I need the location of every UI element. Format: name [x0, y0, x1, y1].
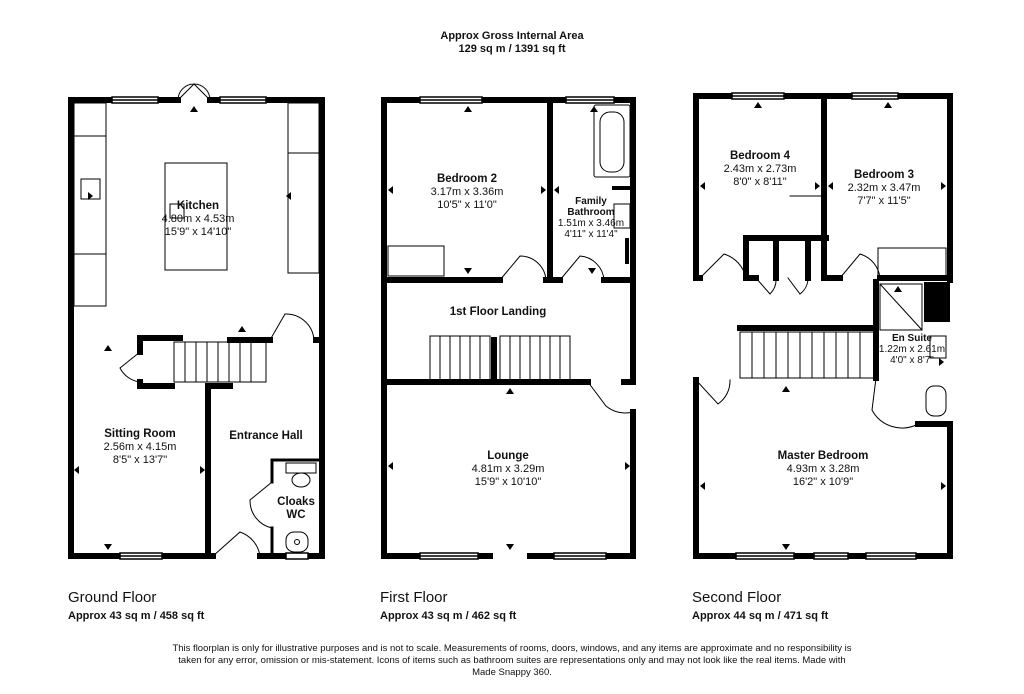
room-label-entrance-hall — [229, 430, 303, 443]
room-name: 1st Floor Landing — [449, 306, 547, 318]
room-size-imperial: 8'0" x 8'11" — [733, 176, 787, 188]
room-name: Entrance Hall — [229, 430, 303, 442]
ground-floor-plan — [71, 84, 322, 559]
room-name: En Suite — [891, 333, 932, 344]
room-size-imperial: 4'0" x 8'7" — [890, 355, 934, 366]
room-label-bedroom-3 — [848, 169, 921, 208]
room-name-line2: Bathroom — [567, 207, 615, 218]
floor-area: Approx 44 sq m / 471 sq ft — [692, 610, 829, 622]
room-name: Bedroom 3 — [853, 169, 915, 181]
room-size-metric: 4.80m x 4.53m — [161, 213, 235, 225]
room-label-bedroom-2 — [431, 173, 504, 212]
floor-name: First Floor — [380, 589, 448, 606]
room-label-cloaks-wc — [277, 496, 315, 522]
room-label-family-bathroom — [558, 196, 624, 240]
room-size-metric: 2.32m x 3.47m — [847, 182, 921, 194]
room-size-metric: 4.93m x 3.28m — [786, 463, 860, 475]
first-floor-plan — [384, 97, 633, 559]
room-size-metric: 3.17m x 3.36m — [430, 186, 504, 198]
disclaimer-text: This floorplan is only for illustrative purposes and is not to scale. Measurements of rooms, doors, windows, and any items are approximate and no responsibility is taken for any error, omission or mis-statement. Icons of items such as bathroom suites are representations only and may not look like the real items. Made with Made Snappy 360. — [172, 643, 852, 678]
room-name: Bedroom 2 — [436, 173, 498, 185]
room-size-imperial: 15'9" x 14'10" — [164, 226, 232, 238]
room-name: Lounge — [487, 450, 529, 462]
floor-caption-ground — [68, 589, 204, 622]
room-name: Kitchen — [176, 200, 220, 212]
room-size-metric: 4.81m x 3.29m — [471, 463, 545, 475]
room-label-bedroom-4 — [724, 150, 797, 189]
room-size-imperial: 7'7" x 11'5" — [857, 195, 911, 207]
room-name: Family — [575, 196, 607, 207]
room-size-metric: 1.22m x 2.61m — [878, 344, 946, 355]
room-size-imperial: 8'5" x 13'7" — [112, 454, 168, 466]
floor-caption-first — [380, 589, 516, 622]
room-name-line2: WC — [286, 509, 306, 521]
room-name: Bedroom 4 — [729, 150, 791, 162]
room-size-imperial: 10'5" x 11'0" — [437, 199, 497, 211]
room-size-metric: 2.56m x 4.15m — [103, 441, 177, 453]
floor-area: Approx 43 sq m / 458 sq ft — [68, 610, 205, 622]
room-size-imperial: 4'11" x 11'4" — [564, 229, 618, 240]
room-label-1st-floor-landing — [450, 306, 546, 319]
room-size-metric: 1.51m x 3.46m — [557, 218, 625, 229]
room-size-metric: 2.43m x 2.73m — [723, 163, 797, 175]
floor-caption-second — [692, 589, 828, 622]
room-label-en-suite — [879, 333, 945, 366]
room-label-master-bedroom — [778, 450, 869, 489]
room-name: Sitting Room — [104, 428, 176, 440]
room-name: Master Bedroom — [777, 450, 869, 462]
room-name: Cloaks — [277, 496, 315, 508]
floor-name: Second Floor — [692, 589, 782, 606]
gross-area-value: 129 sq m / 1391 sq ft — [458, 43, 566, 55]
gross-area-title: Approx Gross Internal Area — [440, 30, 584, 42]
room-label-sitting-room — [104, 428, 177, 467]
room-size-imperial: 15'9" x 10'10" — [474, 476, 542, 488]
floor-name: Ground Floor — [68, 589, 157, 606]
room-size-imperial: 16'2" x 10'9" — [792, 476, 854, 488]
room-label-kitchen — [162, 200, 235, 239]
floor-area: Approx 43 sq m / 462 sq ft — [380, 610, 517, 622]
room-label-lounge — [472, 450, 545, 489]
